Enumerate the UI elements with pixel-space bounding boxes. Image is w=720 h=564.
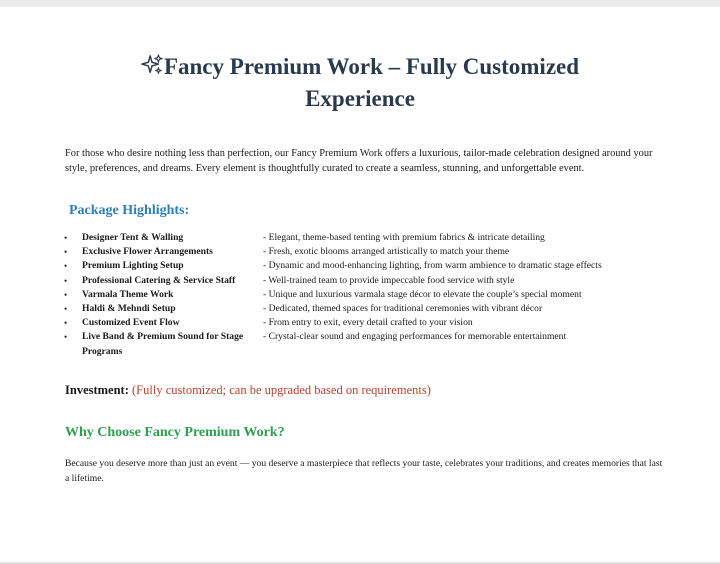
list-item: [62, 302, 682, 316]
highlight-name: Premium Lighting Setup: [82, 260, 184, 272]
highlight-description: - Dedicated, themed spaces for traditional ceremonies with vibrant décor: [263, 303, 543, 315]
highlight-description: - Unique and luxurious varmala stage décor to elevate the couple’s special moment: [263, 288, 582, 300]
sparkles-icon: [141, 54, 163, 76]
bullet-icon: •: [64, 318, 68, 329]
list-item: [62, 330, 682, 358]
package-highlights-heading: Package Highlights:: [69, 203, 190, 218]
bullet-icon: •: [64, 332, 68, 343]
highlights-list: [62, 231, 682, 359]
highlight-description: - Elegant, theme-based tenting with premium fabrics & intricate detailing: [263, 232, 545, 243]
intro-paragraph: For those who desire nothing less than perfection, our Fancy Premium Work offers a luxurious, tailor-made celebration designed around your style, preferences, and dreams. Every element is thoughtfully curated to create a seamless, stunning, and unforgettable event.: [65, 148, 653, 174]
highlight-name: Live Band & Premium Sound for Stage Programs: [82, 331, 244, 357]
investment-label: Investment:: [65, 383, 129, 397]
bullet-icon: •: [64, 304, 68, 315]
bullet-icon: •: [64, 233, 68, 243]
list-item: [62, 288, 682, 302]
list-item: [62, 245, 682, 259]
highlight-name: Haldi & Mehndi Setup: [82, 303, 176, 315]
list-item: [62, 316, 682, 330]
highlight-name: Designer Tent & Walling: [82, 232, 184, 243]
highlight-description: - Well-trained team to provide impeccable food service with style: [263, 274, 515, 286]
highlight-description: - Fresh, exotic blooms arranged artistically to match your theme: [263, 246, 510, 258]
why-choose-heading: Why Choose Fancy Premium Work?: [65, 425, 285, 440]
bullet-icon: •: [64, 275, 68, 286]
bullet-icon: •: [64, 289, 68, 300]
highlight-name: Customized Event Flow: [82, 317, 180, 329]
highlight-description: - Crystal-clear sound and engaging performances for memorable entertainment: [263, 331, 567, 343]
why-choose-paragraph: Because you deserve more than just an event — you deserve a masterpiece that reflects your taste, celebrates your traditions, and creates memories that last a lifetime.: [65, 458, 663, 484]
title-line-1: Fancy Premium Work – Fully Customized: [163, 54, 580, 79]
highlight-name: Exclusive Flower Arrangements: [82, 246, 213, 258]
investment-line: [65, 383, 431, 398]
highlight-description: - Dynamic and mood-enhancing lighting, from warm ambience to dramatic stage effects: [263, 260, 602, 272]
title-line-2: Experience: [305, 86, 415, 111]
list-item: [62, 231, 682, 245]
highlight-description: - From entry to exit, every detail crafted to your vision: [263, 317, 473, 329]
highlight-name: Professional Catering & Service Staff: [82, 274, 236, 286]
document-page: [0, 7, 720, 562]
document-title: [0, 51, 720, 115]
investment-note: (Fully customized; can be upgraded based on requirements): [132, 383, 431, 397]
bullet-icon: •: [64, 247, 68, 258]
bullet-icon: •: [64, 261, 68, 272]
list-item: [62, 274, 682, 288]
list-item: [62, 259, 682, 273]
highlight-name: Varmala Theme Work: [82, 288, 174, 300]
